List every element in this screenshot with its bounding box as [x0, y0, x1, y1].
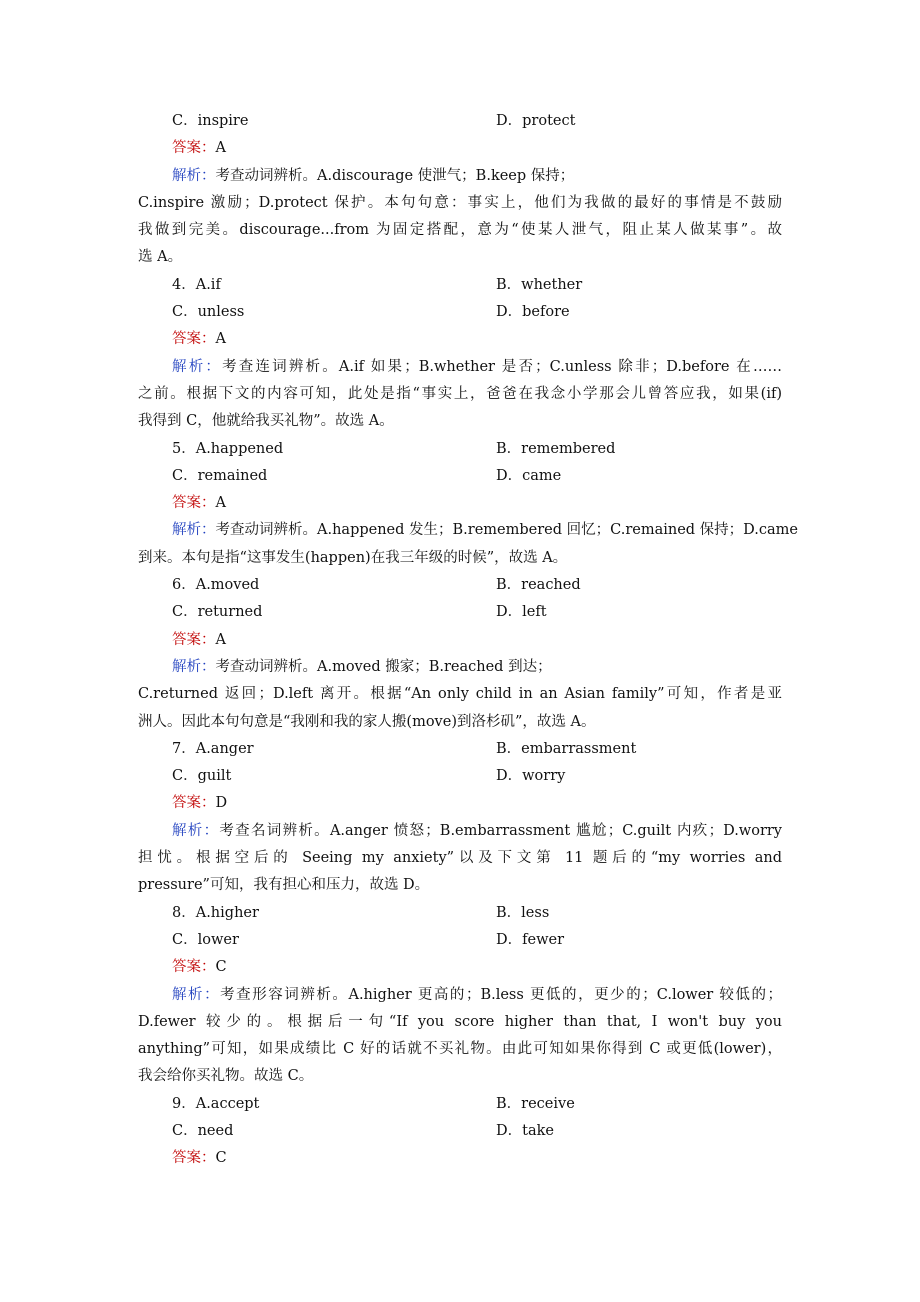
option-d: D．worry: [496, 768, 566, 785]
answer-label: 答案：: [172, 495, 216, 512]
option-c: C．guilt: [172, 768, 232, 785]
question-9-options-cd: [0, 1118, 920, 1145]
explanation-text: 选 A。: [138, 249, 183, 266]
explanation-label: 解析：: [172, 658, 216, 675]
option-a: 8．A.higher: [172, 904, 259, 921]
explanation-label: 解析：: [172, 522, 216, 539]
question-4-options-cd: [0, 299, 920, 326]
explanation-text: 洲人。因此本句句意是“我刚和我的家人搬(move)到洛杉矶”，故选 A。: [138, 713, 596, 730]
option-b: B．less: [496, 904, 550, 921]
answer-value: A: [215, 631, 226, 648]
option-c: C．returned: [172, 604, 263, 621]
explanation-text: 考查连词辨析。A.if 如果；B.whether 是否；C.unless 除非；D.before 在……: [222, 358, 782, 375]
explanation-text: 考查动词辨析。A.discourage 使泄气；B.keep 保持；: [215, 167, 575, 184]
question-5-options-ab: [0, 436, 920, 463]
option-c: C．remained: [172, 467, 268, 484]
answer-label: 答案：: [172, 331, 216, 348]
answer-label: 答案：: [172, 140, 216, 157]
answer-label: 答案：: [172, 631, 216, 648]
answer-label: 答案：: [172, 959, 216, 976]
question-6-answer: [0, 627, 920, 654]
answer-label: 答案：: [172, 795, 216, 812]
option-c: C．need: [172, 1122, 234, 1139]
explanation-text: 考查动词辨析。A.happened 发生；B.remembered 回忆；C.remained 保持；D.came: [215, 522, 798, 539]
answer-value: A: [215, 495, 226, 512]
question-4-answer: [0, 326, 920, 353]
answer-value: C: [215, 959, 227, 976]
option-a: 6．A.moved: [172, 577, 260, 594]
question-9-answer: [0, 1145, 920, 1172]
explanation-text: 担忧。根据空后的 Seeing my anxiety”以及下文第 11 题后的“my worries and: [138, 850, 782, 867]
option-d: D．left: [496, 604, 547, 621]
answer-document: [0, 108, 920, 1173]
option-b: B．embarrassment: [496, 740, 637, 757]
question-8-answer: [0, 954, 920, 981]
option-b: B．reached: [496, 577, 581, 594]
question-8-options-ab: [0, 900, 920, 927]
option-d: D．take: [496, 1122, 554, 1139]
option-c: C．unless: [172, 304, 245, 321]
question-6-options-ab: [0, 572, 920, 599]
question-3-options-cd: [0, 108, 920, 135]
option-b: B．remembered: [496, 440, 616, 457]
question-9-options-ab: [0, 1091, 920, 1118]
explanation-text: 考查动词辨析。A.moved 搬家；B.reached 到达；: [215, 658, 552, 675]
option-d: D．protect: [496, 113, 576, 129]
question-3-answer: [0, 135, 920, 162]
question-5-answer: [0, 490, 920, 517]
explanation-label: 解析：: [172, 986, 221, 1003]
explanation-text: 我会给你买礼物。故选 C。: [138, 1068, 314, 1085]
option-b: B．receive: [496, 1095, 575, 1112]
option-b: B．whether: [496, 276, 583, 293]
question-3-explanation-line: [0, 163, 920, 190]
explanation-text: C.returned 返回；D.left 离开。根据“An only child in an Asian family”可知，作者是亚: [138, 686, 782, 703]
explanation-text: 考查名词辨析。A.anger 愤怒；B.embarrassment 尴尬；C.guilt 内疚；D.worry: [219, 822, 783, 839]
option-c: C．inspire: [172, 113, 249, 129]
option-c: C．lower: [172, 931, 239, 948]
question-7-options-cd: [0, 763, 920, 790]
option-a: 9．A.accept: [172, 1095, 260, 1112]
explanation-label: 解析：: [172, 167, 216, 184]
question-7-options-ab: [0, 736, 920, 763]
option-a: 4．A.if: [172, 276, 221, 293]
explanation-text: D.fewer 较少的。根据后一句“If you score higher than that, I won't buy you: [138, 1013, 782, 1030]
explanation-text: 之前。根据下文的内容可知，此处是指“事实上，爸爸在我念小学那会儿曾答应我，如果(if): [138, 385, 782, 402]
question-5-options-cd: [0, 463, 920, 490]
explanation-text: anything”可知，如果成绩比 C 好的话就不买礼物。由此可知如果你得到 C 或更低(lower)，: [138, 1041, 782, 1058]
option-a: 7．A.anger: [172, 740, 254, 757]
option-d: D．fewer: [496, 931, 564, 948]
explanation-text: C.inspire 激励；D.protect 保护。本句句意：事实上，他们为我做的最好的事情是不鼓励: [138, 194, 782, 211]
answer-value: A: [215, 331, 226, 348]
question-6-options-cd: [0, 599, 920, 626]
explanation-text: 到来。本句是指“这事发生(happen)在我三年级的时候”，故选 A。: [138, 549, 568, 566]
explanation-text: 我得到 C，他就给我买礼物”。故选 A。: [138, 413, 394, 430]
answer-value: D: [215, 795, 228, 812]
option-d: D．before: [496, 304, 570, 321]
question-8-options-cd: [0, 927, 920, 954]
answer-value: A: [215, 140, 226, 157]
option-d: D．came: [496, 467, 562, 484]
explanation-text: pressure”可知，我有担心和压力，故选 D。: [138, 877, 430, 894]
answer-label: 答案：: [172, 1150, 216, 1167]
option-a: 5．A.happened: [172, 440, 284, 457]
explanation-text: 考查形容词辨析。A.higher 更高的；B.less 更低的，更少的；C.lower 较低的；: [220, 986, 783, 1003]
explanation-label: 解析：: [172, 822, 220, 839]
question-7-answer: [0, 790, 920, 817]
explanation-label: 解析：: [172, 358, 223, 375]
explanation-text: 我做到完美。discourage...from 为固定搭配，意为“使某人泄气，阻止某人做某事”。故: [138, 222, 782, 239]
answer-value: C: [215, 1150, 227, 1167]
question-4-options-ab: [0, 272, 920, 299]
